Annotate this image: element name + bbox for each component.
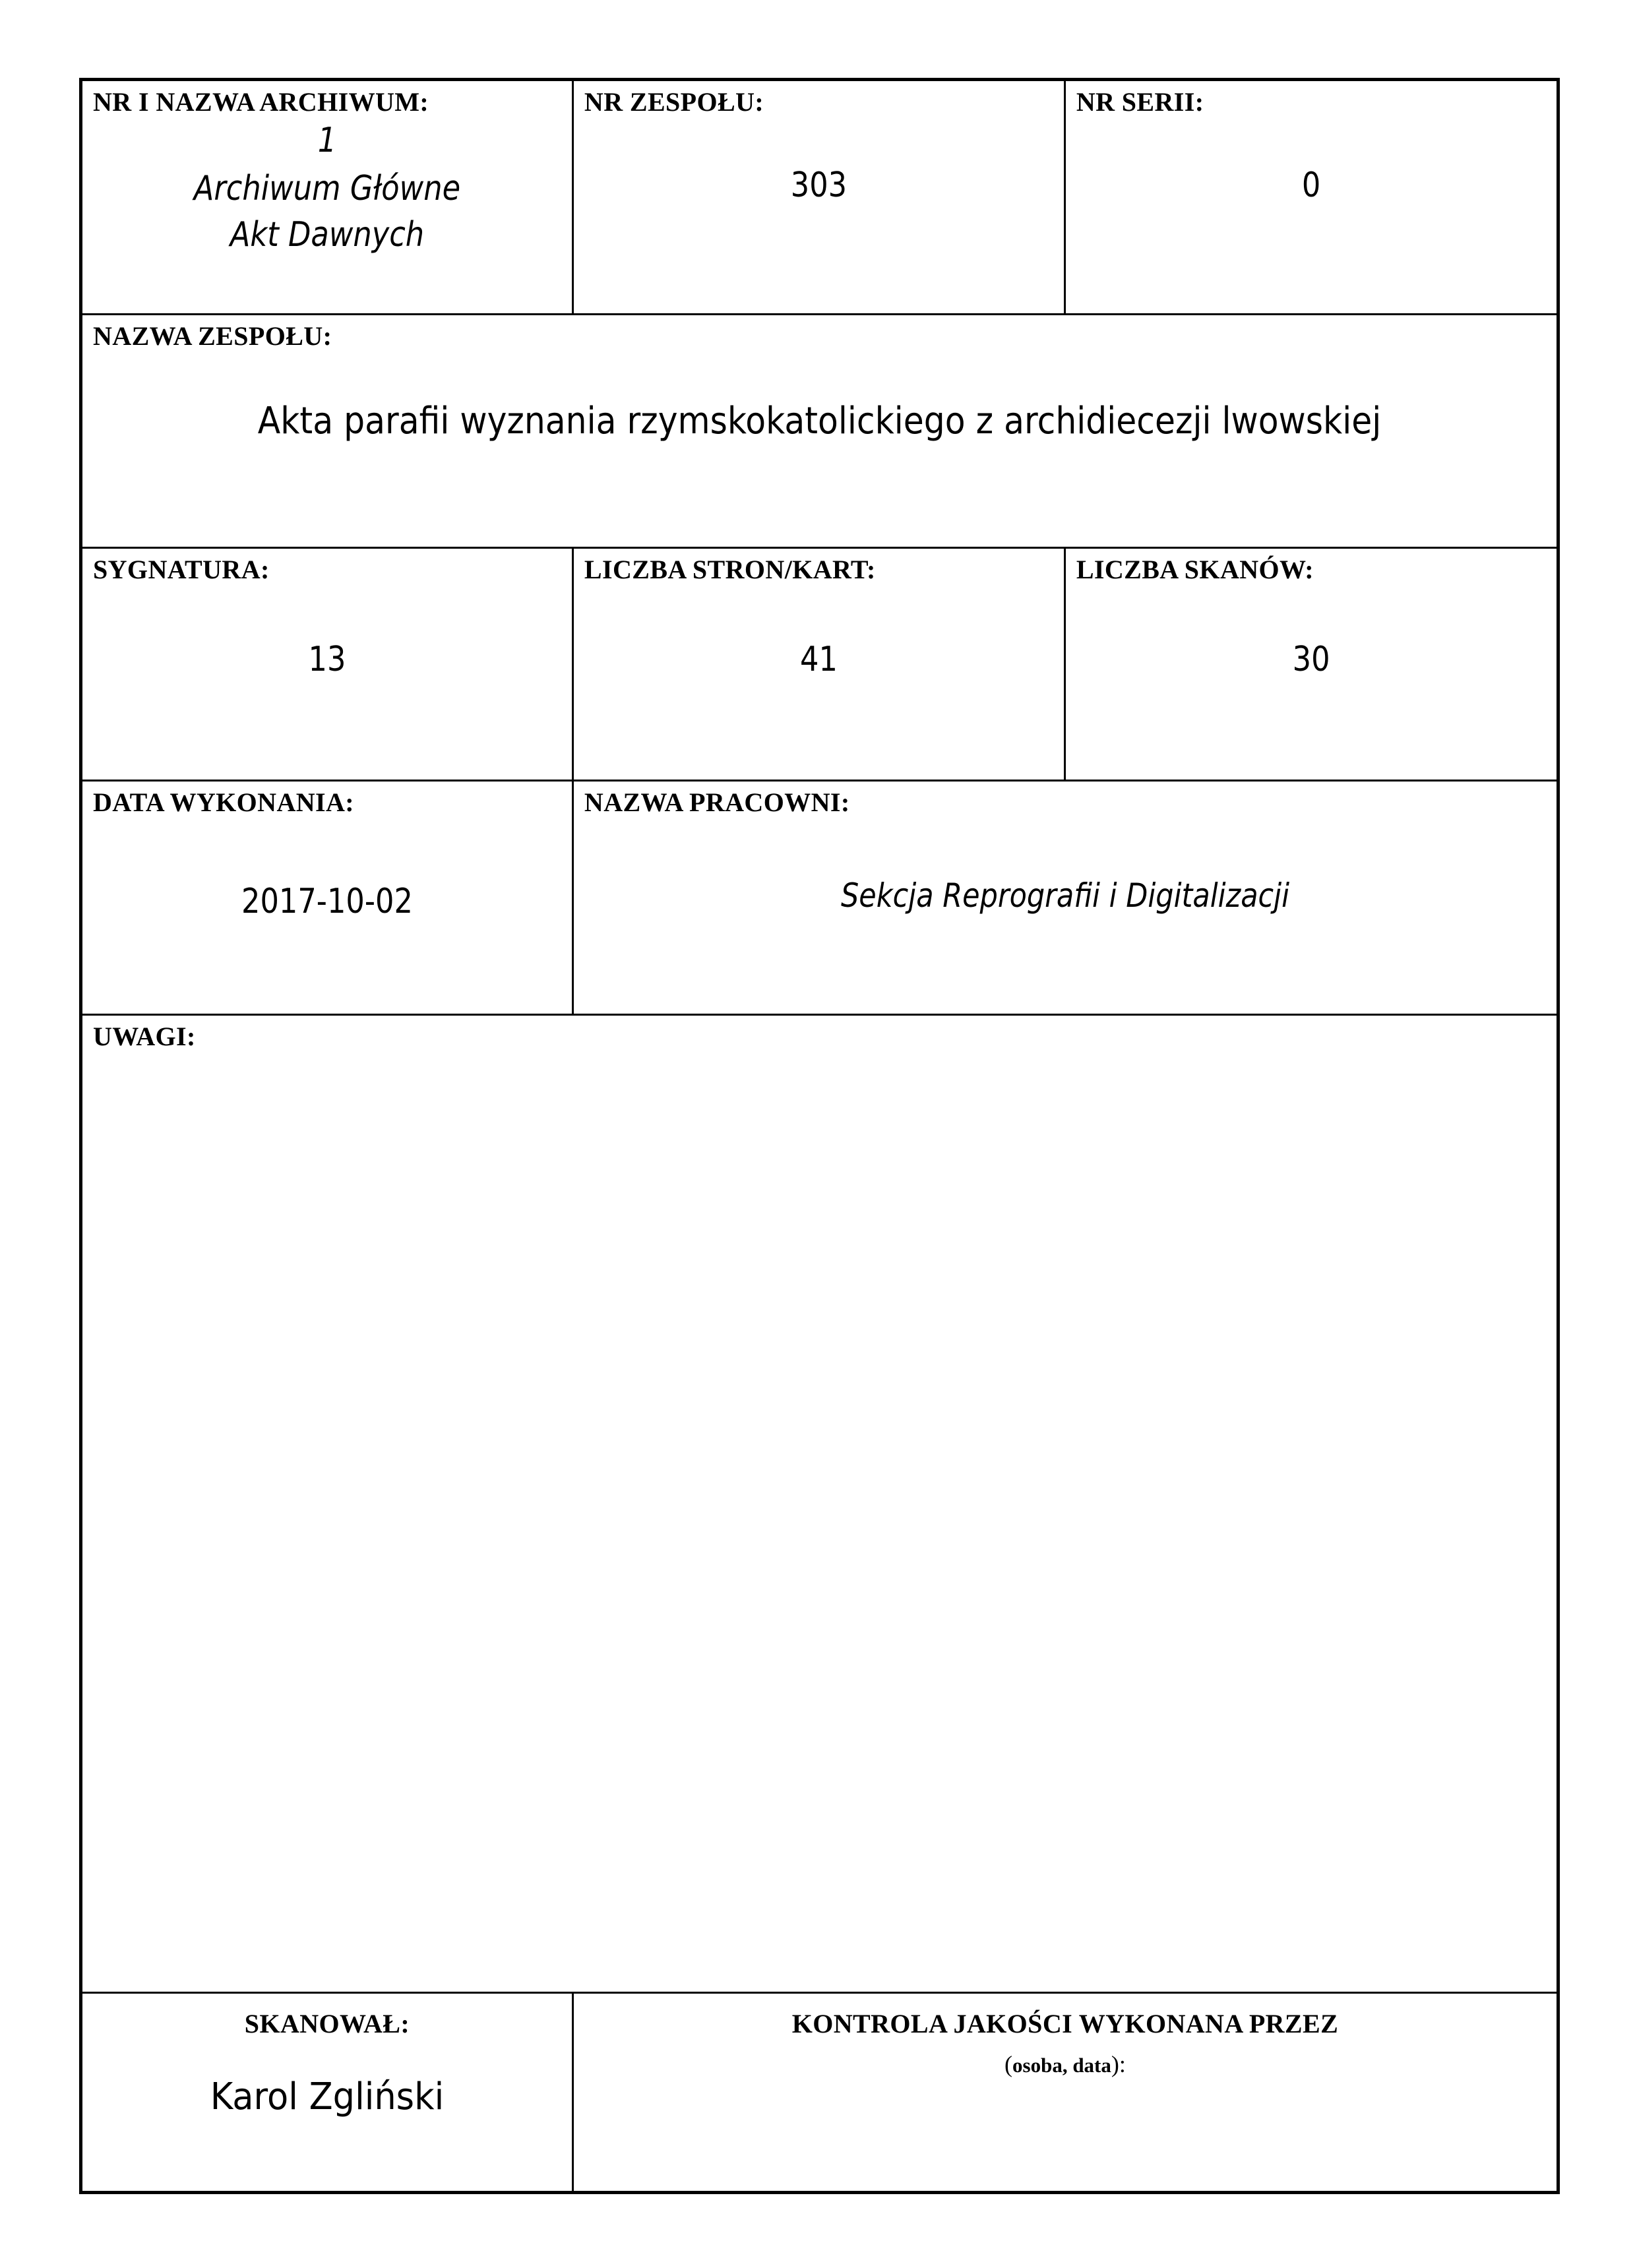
cell-signature <box>81 548 573 781</box>
label-quality-control-paren-close: ): <box>1111 2050 1126 2077</box>
digitisation-card-sheet <box>79 78 1560 2191</box>
value-archive-number: 1 <box>317 120 337 160</box>
label-archive: NR I NAZWA ARCHIWUM: <box>93 87 429 117</box>
label-pages-count: LICZBA STRON/KART: <box>584 555 876 584</box>
table-row <box>81 80 1558 315</box>
value-signature: 13 <box>308 639 346 679</box>
cell-fonds-name <box>81 315 1558 548</box>
cell-scans-count <box>1064 548 1558 781</box>
label-series-number: NR SERII: <box>1076 87 1204 117</box>
label-fonds-number: NR ZESPOŁU: <box>584 87 764 117</box>
value-scanned-by: Karol Zgliński <box>210 2075 445 2118</box>
cell-fonds-number <box>572 80 1064 315</box>
table-row <box>81 315 1558 548</box>
cell-series-number <box>1064 80 1558 315</box>
value-archive-name-line1: Archiwum Główne <box>193 169 461 209</box>
value-workshop-name: Sekcja Reprografii i Digitalizacji <box>840 876 1289 915</box>
label-quality-control-paren-open: ( <box>1004 2050 1013 2077</box>
cell-archive <box>81 80 573 315</box>
table-row <box>81 548 1558 781</box>
cell-execution-date <box>81 781 573 1015</box>
label-scans-count: LICZBA SKANÓW: <box>1076 555 1314 584</box>
value-execution-date: 2017-10-02 <box>241 881 413 921</box>
value-pages-count: 41 <box>799 639 838 679</box>
value-series-number: 0 <box>1301 165 1321 205</box>
cell-workshop-name <box>572 781 1558 1015</box>
digitisation-card-table <box>79 78 1560 2194</box>
table-row <box>81 1993 1558 2193</box>
cell-scanned-by <box>81 1993 573 2193</box>
label-remarks: UWAGI: <box>93 1022 196 1051</box>
label-scanned-by: SKANOWAŁ: <box>244 2009 410 2038</box>
value-fonds-name: Akta parafii wyznania rzymskokatolickiego z archidiecezji lwowskiej <box>257 399 1382 443</box>
table-row <box>81 781 1558 1015</box>
cell-pages-count <box>572 548 1064 781</box>
label-execution-date: DATA WYKONANIA: <box>93 787 355 817</box>
label-quality-control-sub-text: osoba, data <box>1012 2053 1111 2077</box>
value-fonds-number: 303 <box>790 165 848 205</box>
label-fonds-name: NAZWA ZESPOŁU: <box>93 321 332 351</box>
cell-remarks <box>81 1015 1558 1993</box>
table-row <box>81 1015 1558 1993</box>
label-quality-control-sub <box>574 2038 1557 2076</box>
value-archive-name-line2: Akt Dawnych <box>230 214 425 255</box>
label-signature: SYGNATURA: <box>93 555 270 584</box>
value-scans-count: 30 <box>1292 639 1330 679</box>
label-quality-control: KONTROLA JAKOŚCI WYKONANA PRZEZ <box>791 2009 1339 2038</box>
label-workshop-name: NAZWA PRACOWNI: <box>584 787 850 817</box>
cell-quality-control <box>572 1993 1558 2193</box>
